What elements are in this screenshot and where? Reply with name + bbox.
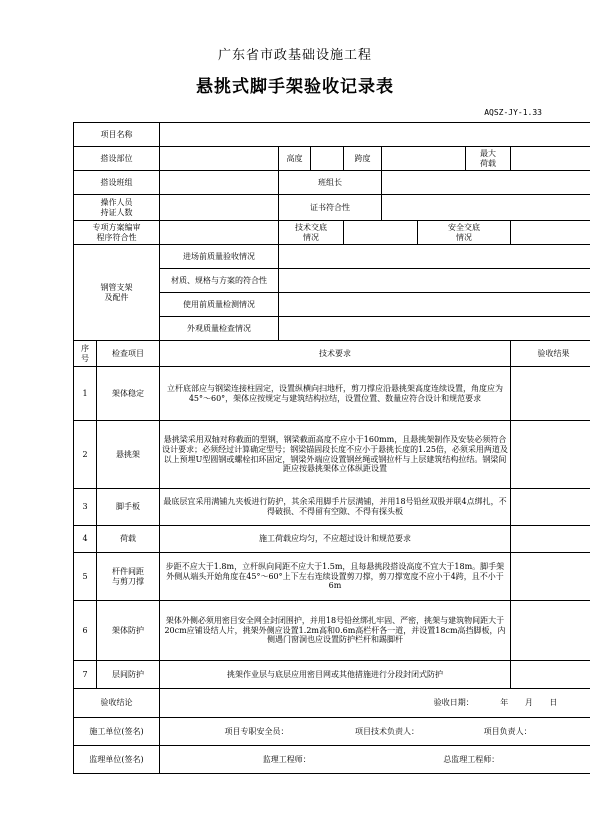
supervisor-label: 监理工程师： [262, 754, 311, 764]
cert-match-value[interactable] [382, 195, 590, 221]
table-row [74, 526, 590, 553]
item-number: 1 [74, 367, 97, 421]
team-leader-value[interactable] [382, 171, 590, 195]
conclusion-value[interactable] [160, 689, 590, 718]
span-value[interactable] [382, 147, 466, 171]
row-plan [74, 221, 590, 245]
pipe-check-value[interactable] [279, 317, 590, 341]
item-name [97, 553, 160, 601]
row-pipe-1 [74, 245, 590, 269]
construction-unit-label: 施工单位(签名) [74, 718, 160, 746]
table-row [74, 367, 590, 421]
item-name: 悬挑架 [97, 421, 160, 489]
safety-brief-value[interactable] [511, 221, 590, 245]
item-requirement: 悬挑梁采用双轴对称截面的型钢，钢梁截面高度不应小于160mm，且悬挑架制作及安装必须符合设计要求；必须经过计算确定型号；钢梁锚固段长度不应小于悬挑长度的1.25倍，必须采用两道及以上预埋U型圆钢或螺栓扣环固定，钢梁外端应设置钢丝绳或钢拉杆与上层建筑结构拉结。钢梁间距应按悬挑架体立体纵距设置 [160, 421, 511, 489]
row-construction-signature [74, 718, 590, 746]
row-project-name [74, 123, 590, 147]
item-name: 荷载 [97, 526, 160, 553]
seq-header [74, 341, 97, 367]
item-name: 层间防护 [97, 661, 160, 689]
pipe-check-label: 材质、规格与方案的符合性 [160, 269, 279, 293]
item-result[interactable] [511, 367, 590, 421]
organization-name: 广东省市政基础设施工程 [217, 48, 372, 63]
plan-value[interactable] [160, 221, 279, 245]
plan-label [74, 221, 160, 245]
table-row [74, 661, 590, 689]
date-day: 日 [549, 698, 558, 708]
item-name-line2: 与剪刀撑 [112, 576, 144, 586]
pipe-check-value[interactable] [279, 245, 590, 269]
plan-label-line1: 专项方案编审 [92, 222, 141, 232]
item-number: 2 [74, 421, 97, 489]
tech-brief-label-line2: 情况 [303, 232, 319, 242]
acceptance-date-label: 验收日期： [433, 698, 474, 708]
tech-brief-label [279, 221, 344, 245]
item-name-line1: 杆件间距 [112, 566, 144, 576]
item-name: 架体防护 [97, 601, 160, 661]
table-row [74, 601, 590, 661]
supervision-signature-field[interactable] [160, 746, 590, 774]
item-number: 4 [74, 526, 97, 553]
operators-label-line1: 操作人员 [100, 197, 133, 207]
table-row [74, 489, 590, 526]
item-number: 7 [74, 661, 97, 689]
team-value[interactable] [160, 171, 279, 195]
pipe-label-line2: 及配件 [104, 292, 129, 302]
item-number: 3 [74, 489, 97, 526]
item-result[interactable] [511, 661, 590, 689]
safety-officer-label: 项目专职安全员： [224, 726, 289, 736]
row-conclusion [74, 689, 590, 718]
item-name: 架体稳定 [97, 367, 160, 421]
form-code: AQSZ-JY-1.33 [484, 108, 542, 117]
item-requirement: 步距不应大于1.8m，立杆纵向间距不应大于1.5m，且每悬挑段搭设高度不宜大于18m。脚手架外侧从端头开始角度在45°～60°上下左右连续设置剪刀撑，剪刀撑宽度不应小于4跨，且不小于6m [160, 553, 511, 601]
item-requirement: 立杆底部应与钢梁连接柱固定，设置纵横向扫地杆，剪刀撑应沿悬挑架高度连续设置，角度应为45°～60°，架体应按规定与建筑结构拉结，设置位置、数量应符合设计和规范要求 [160, 367, 511, 421]
item-result[interactable] [511, 421, 590, 489]
location-label: 搭设部位 [74, 147, 160, 171]
item-header: 检查项目 [97, 341, 160, 367]
pipe-check-value[interactable] [279, 293, 590, 317]
supervision-unit-label: 监理单位(签名) [74, 746, 160, 774]
row-column-headers [74, 341, 590, 367]
seq-header-line2: 号 [81, 353, 89, 363]
pipe-check-label: 使用前质量检测情况 [160, 293, 279, 317]
pipe-check-value[interactable] [279, 269, 590, 293]
date-month: 月 [524, 698, 533, 708]
pipe-check-label: 外观质量检查情况 [160, 317, 279, 341]
item-result[interactable] [511, 526, 590, 553]
max-load-label-line2: 荷载 [480, 158, 496, 168]
span-label: 跨度 [344, 147, 382, 171]
row-team [74, 171, 590, 195]
safety-brief-label [418, 221, 511, 245]
max-load-label-line1: 最大 [480, 148, 496, 158]
project-name-value[interactable] [160, 123, 590, 147]
pipe-label [74, 245, 160, 341]
pipe-check-label: 进场前质量验收情况 [160, 245, 279, 269]
table-row [74, 553, 590, 601]
plan-label-line2: 程序符合性 [96, 232, 137, 242]
result-header: 验收结果 [511, 341, 590, 367]
item-requirement: 挑架作业层与底层应用密目网或其他措施进行分段封闭式防护 [160, 661, 511, 689]
requirement-header: 技术要求 [160, 341, 511, 367]
team-leader-label: 班组长 [279, 171, 382, 195]
item-requirement: 架体外侧必须用密目安全网全封闭围护，并用18号铅丝绑扎牢固、严密，挑架与建筑物间距大于20cm应铺设结人片，挑架外侧应设置1.2m高和0.6m高栏杆各一道，并设置18cm高挡脚板，内侧遇门窗洞也应设置防护栏杆和踢脚杆 [160, 601, 511, 661]
row-operators [74, 195, 590, 221]
safety-brief-label-line1: 安全交底 [448, 222, 480, 232]
tech-brief-label-line1: 技术交底 [295, 222, 327, 232]
item-requirement: 施工荷载应均匀，不应超过设计和规范要求 [160, 526, 511, 553]
date-year: 年 [500, 698, 509, 708]
tech-lead-label: 项目技术负责人： [355, 726, 420, 736]
acceptance-form-table [73, 122, 590, 774]
item-name: 脚手板 [97, 489, 160, 526]
safety-brief-label-line2: 情况 [456, 232, 472, 242]
construction-signature-field[interactable] [160, 718, 590, 746]
pipe-label-line1: 钢管支架 [100, 282, 133, 292]
project-name-label: 项目名称 [74, 123, 160, 147]
height-value[interactable] [311, 147, 344, 171]
form-title: 悬挑式脚手架验收记录表 [196, 77, 394, 97]
operators-label [74, 195, 160, 221]
operators-label-line2: 持证人数 [100, 207, 133, 217]
seq-header-line1: 序 [81, 343, 89, 353]
item-result[interactable] [511, 489, 590, 526]
row-location [74, 147, 590, 171]
team-label: 搭设班组 [74, 171, 160, 195]
project-lead-label: 项目负责人： [483, 726, 532, 736]
cert-match-label: 证书符合性 [279, 195, 382, 221]
item-number: 5 [74, 553, 97, 601]
item-number: 6 [74, 601, 97, 661]
row-supervision-signature [74, 746, 590, 774]
max-load-label [466, 147, 511, 171]
operators-value[interactable] [160, 195, 279, 221]
chief-supervisor-label: 总监理工程师： [443, 754, 500, 764]
table-row [74, 421, 590, 489]
max-load-value[interactable] [511, 147, 590, 171]
item-requirement: 最底层宜采用满铺九夹板进行防护，其余采用脚手片层满铺，并用18号铅丝双股并联4点绑扎，不得破损、不得留有空隙、不得有探头板 [160, 489, 511, 526]
item-result[interactable] [511, 553, 590, 601]
tech-brief-value[interactable] [344, 221, 418, 245]
height-label: 高度 [279, 147, 311, 171]
location-value[interactable] [160, 147, 279, 171]
conclusion-label: 验收结论 [74, 689, 160, 718]
item-result[interactable] [511, 601, 590, 661]
